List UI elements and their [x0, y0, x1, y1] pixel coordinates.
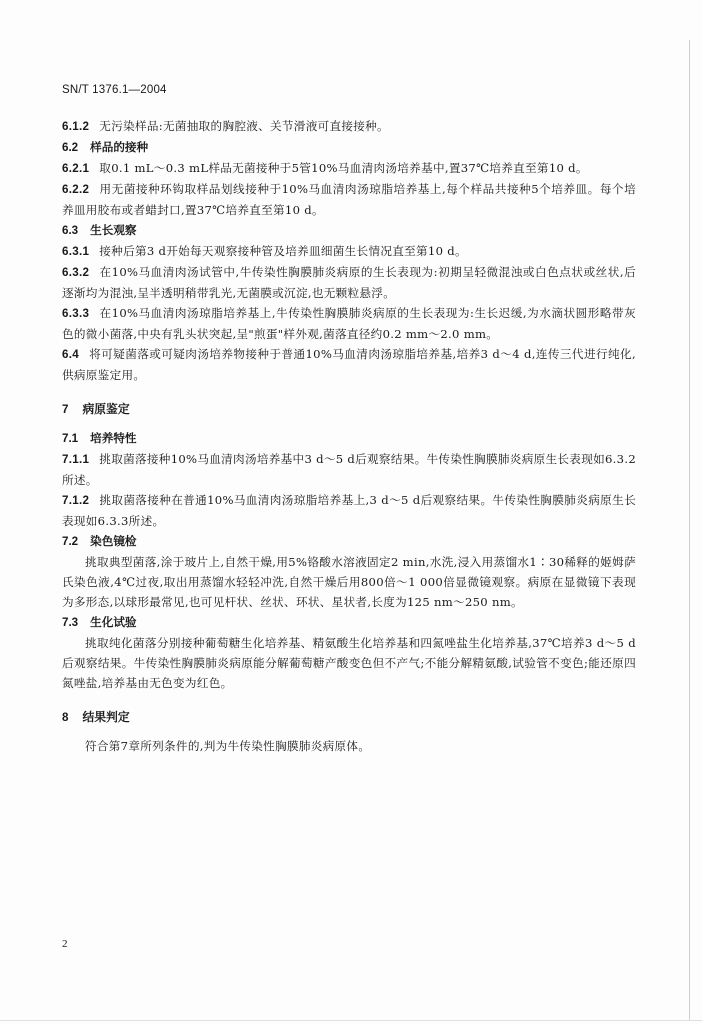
paragraph-7-2: 挑取典型菌落,涂于玻片上,自然干燥,用5%铬酸水溶液固定2 min,水洗,浸入用蒸馏水1∶30稀释的姬姆萨氏染色液,4℃过夜,取出用蒸馏水轻轻冲洗,自然干燥后用800倍～1 000倍显微镜观察。病原在显微镜下表现为多形态,以球形最常见,也可见杆状、丝状、环状、星状者,长度为125 nm～250 nm。	[62, 555, 636, 609]
paragraph-8: 符合第7章所列条件的,判为牛传染性胸膜肺炎病原体。	[85, 739, 371, 753]
page-bottom-line	[0, 1020, 702, 1021]
heading-number: 6.3	[62, 224, 79, 237]
heading-title: 生化试验	[90, 615, 137, 629]
clause-text: 挑取菌落接种在普通10%马血清肉汤琼脂培养基上,3 d～5 d后观察结果。牛传染性胸膜肺炎病原生长表现如6.3.3所述。	[62, 493, 636, 528]
page-edge-line	[689, 40, 690, 1020]
heading-title: 培养特性	[90, 431, 137, 445]
standard-code-header: SN/T 1376.1—2004	[62, 84, 167, 96]
clause-6-3-2	[62, 262, 636, 303]
clause-6-3-3	[62, 303, 636, 344]
clause-7-1-2	[62, 490, 636, 531]
clause-text: 将可疑菌落或可疑肉汤培养物接种于普通10%马血清肉汤琼脂培养基,培养3 d～4 d,连传三代进行纯化,供病原鉴定用。	[62, 347, 636, 382]
clause-text: 在10%马血清肉汤琼脂培养基上,牛传染性胸膜肺炎病原的生长表现为:生长迟缓,为水滴状圆形略带灰色的微小菌落,中央有乳头状突起,呈"煎蛋"样外观,菌落直径约0.2 mm～2.0 mm。	[62, 306, 636, 341]
clause-6-3-1	[62, 241, 636, 262]
clause-number: 6.2.2	[62, 183, 90, 196]
heading-7-3	[62, 612, 636, 633]
clause-text: 用无菌接种环钩取样品划线接种于10%马血清肉汤琼脂培养基上,每个样品共接种5个培养皿。每个培养皿用胶布或者蜡封口,置37℃培养直至第10 d。	[62, 182, 636, 217]
heading-number: 6.2	[62, 141, 79, 154]
clause-text: 在10%马血清肉汤试管中,牛传染性胸膜肺炎病原的生长表现为:初期呈轻微混浊或白色点状或丝状,后逐渐均为混浊,呈半透明稍带乳光,无菌膜或沉淀,也无颗粒悬浮。	[62, 265, 636, 300]
clause-6-2-2	[62, 179, 636, 220]
heading-title: 样品的接种	[90, 140, 149, 154]
clause-number: 6.4	[62, 348, 80, 361]
heading-title: 生长观察	[90, 223, 137, 237]
heading-6-2	[62, 137, 636, 158]
heading-7-2	[62, 531, 636, 552]
clause-6-1-2	[62, 116, 636, 137]
heading-7-1	[62, 428, 636, 449]
heading-7	[62, 399, 636, 420]
heading-number: 7.3	[62, 616, 79, 629]
clause-number: 6.1.2	[62, 120, 90, 133]
heading-number: 7.2	[62, 535, 79, 548]
clause-number: 6.3.2	[62, 266, 90, 279]
clause-number: 7.1.2	[62, 494, 90, 507]
clause-7-1-1	[62, 449, 636, 490]
heading-number: 7.1	[62, 432, 79, 445]
heading-title: 染色镜检	[90, 534, 137, 548]
heading-8	[62, 707, 636, 728]
page-number: 2	[62, 938, 68, 950]
document-body	[62, 116, 636, 756]
clause-number: 7.1.1	[62, 453, 90, 466]
clause-6-2-1	[62, 158, 636, 179]
clause-6-4	[62, 344, 636, 385]
heading-number: 8	[62, 711, 69, 724]
clause-number: 6.3.1	[62, 245, 90, 258]
clause-text: 取0.1 mL～0.3 mL样品无菌接种于5管10%马血清肉汤培养基中,置37℃培养直至第10 d。	[99, 161, 588, 175]
heading-title: 病原鉴定	[82, 402, 130, 416]
heading-title: 结果判定	[82, 710, 130, 724]
clause-number: 6.3.3	[62, 307, 90, 320]
clause-text: 挑取菌落接种10%马血清肉汤培养基中3 d～5 d后观察结果。牛传染性胸膜肺炎病原生长表现如6.3.2所述。	[62, 452, 636, 487]
clause-text: 接种后第3 d开始每天观察接种管及培养皿细菌生长情况直至第10 d。	[99, 244, 467, 258]
heading-6-3	[62, 220, 636, 241]
clause-text: 无污染样品:无菌抽取的胸腔液、关节滑液可直接接种。	[99, 119, 389, 133]
clause-number: 6.2.1	[62, 162, 90, 175]
paragraph-7-3: 挑取纯化菌落分别接种葡萄糖生化培养基、精氨酸生化培养基和四氮唑盐生化培养基,37℃培养3 d～5 d后观察结果。牛传染性胸膜肺炎病原能分解葡萄糖产酸变色但不产气;不能分解精氨酸,试验管不变色;能还原四氮唑盐,培养基由无色变为红色。	[62, 636, 636, 690]
heading-number: 7	[62, 403, 69, 416]
